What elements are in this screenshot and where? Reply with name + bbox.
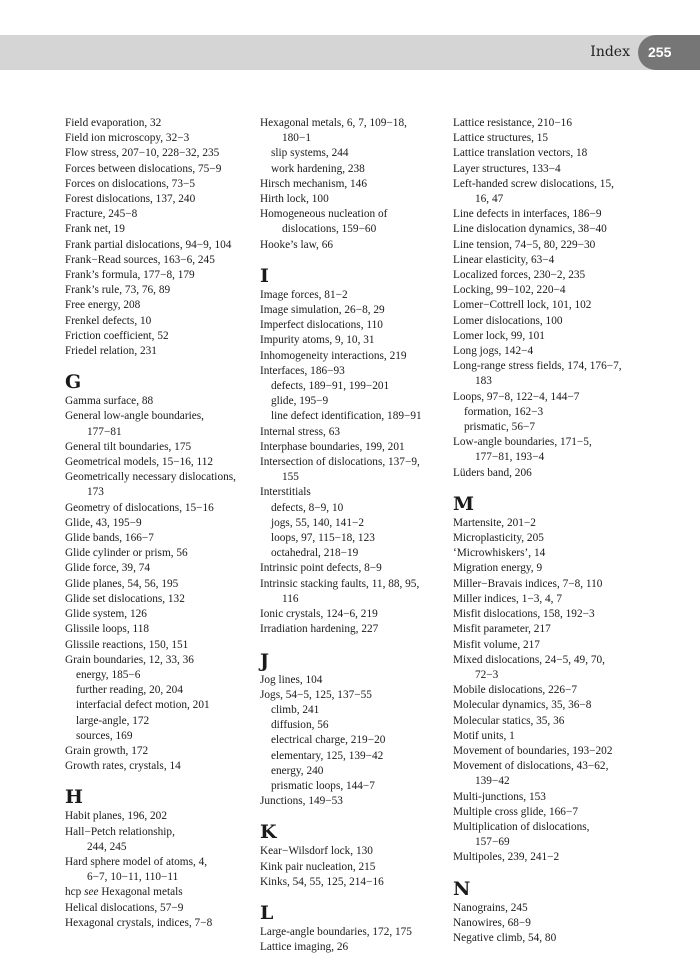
- entry-text: Glide system, 126: [65, 608, 147, 621]
- entry-text: jogs, 55, 140, 141−2: [271, 516, 364, 529]
- index-entry: [65, 744, 255, 759]
- index-entry: [453, 546, 653, 561]
- cross-reference-see: see: [84, 886, 99, 899]
- index-subentry: [453, 420, 653, 435]
- index-entry: [453, 253, 653, 268]
- entry-text: Intrinsic point defects, 8−9: [260, 562, 382, 575]
- index-entry: [453, 359, 653, 389]
- index-entry: [65, 470, 255, 500]
- entry-text: Glide bands, 166−7: [65, 532, 154, 545]
- entry-text: Kinks, 54, 55, 125, 214−16: [260, 875, 384, 888]
- index-subentry: [260, 501, 450, 516]
- index-entry: [260, 333, 450, 348]
- letter-heading: J: [260, 649, 269, 672]
- entry-text: Geometrically necessary dislocations,: [65, 471, 236, 484]
- entry-text: Lattice resistance, 210−16: [453, 117, 572, 129]
- entry-continuation: 16, 47: [475, 193, 504, 206]
- entry-text: slip systems, 244: [271, 147, 349, 160]
- entry-text: Glide cylinder or prism, 56: [65, 547, 188, 560]
- entry-continuation: 177−81, 193−4: [475, 451, 545, 464]
- entry-text: Imperfect dislocations, 110: [260, 319, 383, 332]
- index-entry: [453, 577, 653, 592]
- entry-text: Homogeneous nucleation of: [260, 208, 388, 221]
- entry-text: Irradiation hardening, 227: [260, 623, 379, 636]
- entry-text: Internal stress, 63: [260, 425, 340, 438]
- entry-text: Helical dislocations, 57−9: [65, 901, 184, 914]
- index-entry: [453, 916, 653, 931]
- entry-text: Free energy, 208: [65, 299, 141, 312]
- section-title: Index: [590, 44, 630, 60]
- entry-text: Line defects in interfaces, 186−9: [453, 208, 602, 221]
- entry-text: Glide force, 39, 74: [65, 562, 151, 575]
- index-entry: [453, 790, 653, 805]
- entry-text: Growth rates, crystals, 14: [65, 760, 181, 773]
- entry-text: energy, 185−6: [76, 668, 141, 681]
- index-subentry: [260, 531, 450, 546]
- index-entry: [260, 455, 450, 485]
- index-entry: [453, 131, 653, 146]
- index-entry: [453, 146, 653, 161]
- entry-text: Lattice imaging, 26: [260, 941, 349, 954]
- entry-text: Migration energy, 9: [453, 562, 543, 575]
- entry-text: Hooke’s law, 66: [260, 238, 333, 251]
- entry-text: Frank−Read sources, 163−6, 245: [65, 253, 215, 266]
- index-entry: [453, 531, 653, 546]
- index-entry: [453, 729, 653, 744]
- index-entry: [260, 318, 450, 333]
- letter-heading: K: [260, 821, 277, 844]
- index-entry: [65, 268, 255, 283]
- entry-text: Jog lines, 104: [260, 673, 323, 686]
- index-entry: [65, 759, 255, 774]
- index-entry: [65, 192, 255, 207]
- index-entry: [65, 409, 255, 439]
- entry-text: sources, 169: [76, 729, 133, 742]
- letter-heading: N: [453, 877, 471, 900]
- index-entry: [65, 825, 255, 855]
- entry-text: Locking, 99−102, 220−4: [453, 284, 566, 297]
- index-entry: [260, 875, 450, 890]
- entry-text: Long-range stress fields, 174, 176−7,: [453, 360, 622, 373]
- index-entry: [65, 653, 255, 668]
- index-entry: [65, 901, 255, 916]
- entry-text: Miller−Bravais indices, 7−8, 110: [453, 577, 603, 590]
- entry-text: Negative climb, 54, 80: [453, 931, 557, 944]
- index-entry: [65, 344, 255, 359]
- entry-text: Misfit parameter, 217: [453, 623, 551, 636]
- index-entry: [453, 622, 653, 637]
- entry-text: Field ion microscopy, 32−3: [65, 132, 190, 145]
- entry-text: Motif units, 1: [453, 729, 515, 742]
- entry-text: Kink pair nucleation, 215: [260, 860, 376, 873]
- entry-text: Inhomogeneity interactions, 219: [260, 349, 407, 362]
- entry-text: line defect identification, 189−91: [271, 410, 422, 423]
- entry-continuation: 6−7, 10−11, 110−11: [87, 871, 179, 884]
- entry-text: Large-angle boundaries, 172, 175: [260, 925, 412, 938]
- entry-text: hcp see Hexagonal metals: [65, 886, 183, 899]
- index-entry: [260, 349, 450, 364]
- index-subentry: [65, 714, 255, 729]
- entry-text: Misfit volume, 217: [453, 638, 540, 651]
- index-entry: [453, 390, 653, 405]
- entry-text: Junctions, 149−53: [260, 795, 343, 808]
- page-number-tab: [638, 35, 700, 70]
- index-entry: [65, 314, 255, 329]
- index-entry: [453, 901, 653, 916]
- index-subentry: [260, 146, 450, 161]
- index-entry: [260, 192, 450, 207]
- index-subentry: [260, 718, 450, 733]
- index-subentry: [260, 779, 450, 794]
- index-entry: [260, 288, 450, 303]
- entry-text: Geometrical models, 15−16, 112: [65, 456, 214, 469]
- entry-text: Impurity atoms, 9, 10, 31: [260, 334, 375, 347]
- entry-text: Geometry of dislocations, 15−16: [65, 501, 214, 514]
- index-subentry: [260, 703, 450, 718]
- index-entry: [260, 925, 450, 940]
- entry-text: Movement of dislocations, 43−62,: [453, 760, 609, 773]
- entry-text: Forces between dislocations, 75−9: [65, 162, 222, 175]
- index-subentry: [65, 683, 255, 698]
- entry-text: Hall−Petch relationship,: [65, 825, 175, 838]
- index-entry: [260, 844, 450, 859]
- index-subentry: [260, 516, 450, 531]
- index-entry: [65, 531, 255, 546]
- index-subentry: [260, 394, 450, 409]
- entry-text: Image simulation, 26−8, 29: [260, 304, 385, 317]
- entry-text: Molecular dynamics, 35, 36−8: [453, 699, 592, 712]
- entry-continuation: 155: [282, 471, 299, 484]
- index-entry: [65, 516, 255, 531]
- entry-text: Linear elasticity, 63−4: [453, 253, 555, 266]
- index-entry: [260, 860, 450, 875]
- index-entry: [453, 850, 653, 865]
- entry-text: Glide planes, 54, 56, 195: [65, 577, 179, 590]
- index-entry: [65, 501, 255, 516]
- index-entry: [453, 466, 653, 481]
- index-entry: [260, 673, 450, 688]
- entry-text: Frank’s formula, 177−8, 179: [65, 269, 195, 282]
- entry-text: Habit planes, 196, 202: [65, 810, 167, 823]
- entry-text: Glissile loops, 118: [65, 623, 149, 636]
- entry-continuation: 177−81: [87, 425, 122, 438]
- index-entry: [453, 683, 653, 698]
- index-entry: [65, 455, 255, 470]
- index-entry: [65, 177, 255, 192]
- entry-text: Image forces, 81−2: [260, 288, 348, 301]
- entry-text: Grain growth, 172: [65, 744, 149, 757]
- index-entry: [453, 268, 653, 283]
- entry-text: Flow stress, 207−10, 228−32, 235: [65, 147, 220, 160]
- index-entry: [453, 698, 653, 713]
- index-entry: [65, 638, 255, 653]
- index-entry: [65, 222, 255, 237]
- index-entry: [260, 238, 450, 253]
- entry-text: Frank’s rule, 73, 76, 89: [65, 284, 171, 297]
- entry-text: Misfit dislocations, 158, 192−3: [453, 608, 595, 621]
- entry-text: Hard sphere model of atoms, 4,: [65, 855, 208, 868]
- index-entry: [453, 638, 653, 653]
- index-entry: [65, 238, 255, 253]
- index-entry: [65, 592, 255, 607]
- index-entry: [260, 364, 450, 379]
- entry-text: Left-handed screw dislocations, 15,: [453, 177, 614, 190]
- entry-text: General tilt boundaries, 175: [65, 440, 192, 453]
- entry-continuation: 139−42: [475, 775, 510, 788]
- index-entry: [453, 222, 653, 237]
- index-entry: [260, 177, 450, 192]
- index-entry: [65, 885, 255, 900]
- entry-text: Hexagonal crystals, indices, 7−8: [65, 916, 213, 929]
- index-subentry: [260, 409, 450, 424]
- entry-text: Intrinsic stacking faults, 11, 88, 95,: [260, 577, 420, 590]
- index-entry: [260, 425, 450, 440]
- entry-text: defects, 189−91, 199−201: [271, 380, 390, 393]
- entry-text: loops, 97, 115−18, 123: [271, 532, 375, 545]
- index-entry: [453, 805, 653, 820]
- letter-heading: M: [453, 492, 475, 515]
- entry-text: glide, 195−9: [271, 395, 329, 408]
- index-column-2: [260, 116, 450, 955]
- index-entry: [453, 561, 653, 576]
- index-entry: [453, 329, 653, 344]
- entry-text: Friedel relation, 231: [65, 345, 157, 358]
- entry-text: Multipoles, 239, 241−2: [453, 851, 560, 864]
- entry-text: Forest dislocations, 137, 240: [65, 193, 196, 206]
- index-entry: [65, 162, 255, 177]
- index-subentry: [260, 764, 450, 779]
- entry-text: General low-angle boundaries,: [65, 410, 204, 423]
- index-entry: [65, 253, 255, 268]
- entry-continuation: 157−69: [475, 836, 510, 849]
- entry-text: defects, 8−9, 10: [271, 501, 344, 514]
- index-entry: [453, 759, 653, 789]
- entry-text: diffusion, 56: [271, 719, 329, 732]
- index-entry: [453, 162, 653, 177]
- entry-text: Friction coefficient, 52: [65, 329, 169, 342]
- index-subentry: [260, 379, 450, 394]
- index-subentry: [260, 162, 450, 177]
- index-entry: [453, 744, 653, 759]
- index-subentry: [65, 698, 255, 713]
- index-entry: [65, 855, 255, 885]
- entry-text: Intersection of dislocations, 137−9,: [260, 456, 420, 469]
- entry-text: Hirsch mechanism, 146: [260, 177, 367, 190]
- entry-text: Line tension, 74−5, 80, 229−30: [453, 238, 596, 251]
- entry-text: Lomer dislocations, 100: [453, 314, 563, 327]
- entry-text: energy, 240: [271, 764, 324, 777]
- entry-text: Nanograins, 245: [453, 901, 528, 914]
- index-entry: [65, 146, 255, 161]
- entry-text: Lüders band, 206: [453, 466, 532, 479]
- index-entry: [260, 561, 450, 576]
- entry-continuation: 244, 245: [87, 840, 127, 853]
- index-entry: [65, 546, 255, 561]
- entry-text: Hexagonal metals, 6, 7, 109−18,: [260, 117, 407, 129]
- index-entry: [65, 809, 255, 824]
- entry-text: ‘Microwhiskers’, 14: [453, 547, 546, 560]
- index-entry: [65, 116, 255, 131]
- index-subentry: [260, 733, 450, 748]
- index-entry: [65, 607, 255, 622]
- index-entry: [453, 931, 653, 946]
- index-entry: [260, 688, 450, 703]
- entry-text: Interfaces, 186−93: [260, 364, 345, 377]
- index-column-3: [453, 116, 653, 946]
- index-entry: [453, 314, 653, 329]
- entry-text: Loops, 97−8, 122−4, 144−7: [453, 390, 580, 403]
- index-entry: [260, 303, 450, 318]
- entry-text: Kear−Wilsdorf lock, 130: [260, 845, 373, 858]
- index-entry: [453, 435, 653, 465]
- index-entry: [453, 820, 653, 850]
- index-entry: [260, 485, 450, 500]
- index-entry: [65, 577, 255, 592]
- index-entry: [65, 440, 255, 455]
- index-subentry: [65, 729, 255, 744]
- entry-text: Long jogs, 142−4: [453, 345, 534, 358]
- entry-text: Lomer lock, 99, 101: [453, 329, 545, 342]
- entry-text: Lattice structures, 15: [453, 132, 549, 145]
- entry-continuation: 180−1: [282, 132, 311, 145]
- entry-text: Nanowires, 68−9: [453, 916, 531, 929]
- entry-text: Frenkel defects, 10: [65, 314, 152, 327]
- index-entry: [453, 177, 653, 207]
- index-entry: [260, 207, 450, 237]
- entry-text: Molecular statics, 35, 36: [453, 714, 565, 727]
- entry-text: Jogs, 54−5, 125, 137−55: [260, 688, 372, 701]
- index-entry: [453, 207, 653, 222]
- index-entry: [65, 283, 255, 298]
- index-entry: [260, 794, 450, 809]
- entry-text: Lomer−Cottrell lock, 101, 102: [453, 299, 592, 312]
- entry-text: prismatic loops, 144−7: [271, 779, 375, 792]
- entry-text: Miller indices, 1−3, 4, 7: [453, 592, 562, 605]
- index-entry: [453, 283, 653, 298]
- entry-text: prismatic, 56−7: [464, 421, 536, 434]
- index-entry: [453, 116, 653, 131]
- entry-text: Fracture, 245−8: [65, 208, 138, 221]
- entry-text: Field evaporation, 32: [65, 117, 162, 129]
- index-entry: [260, 116, 450, 146]
- letter-heading: I: [260, 264, 269, 287]
- entry-continuation: 173: [87, 486, 104, 499]
- index-entry: [453, 714, 653, 729]
- index-entry: [453, 238, 653, 253]
- index-entry: [260, 940, 450, 955]
- entry-text: formation, 162−3: [464, 405, 544, 418]
- letter-heading: L: [260, 901, 274, 924]
- entry-text: Interstitials: [260, 486, 311, 499]
- entry-text: Line dislocation dynamics, 38−40: [453, 223, 607, 236]
- index-subentry: [453, 405, 653, 420]
- letter-heading: G: [65, 371, 82, 394]
- running-header: [0, 35, 700, 70]
- entry-continuation: dislocations, 159−60: [282, 223, 377, 236]
- index-subentry: [260, 749, 450, 764]
- entry-text: work hardening, 238: [271, 162, 365, 175]
- entry-text: Ionic crystals, 124−6, 219: [260, 608, 378, 621]
- entry-text: electrical charge, 219−20: [271, 734, 386, 747]
- entry-text: Mobile dislocations, 226−7: [453, 684, 578, 697]
- index-entry: [453, 653, 653, 683]
- entry-text: large-angle, 172: [76, 714, 150, 727]
- index-entry: [260, 440, 450, 455]
- entry-text: Layer structures, 133−4: [453, 162, 561, 175]
- page-number: 255: [648, 44, 672, 60]
- entry-continuation: 183: [475, 375, 492, 388]
- entry-text: octahedral, 218−19: [271, 547, 359, 560]
- index-entry: [65, 916, 255, 931]
- entry-text: Localized forces, 230−2, 235: [453, 269, 586, 282]
- entry-text: Forces on dislocations, 73−5: [65, 177, 195, 190]
- entry-text: interfacial defect motion, 201: [76, 699, 210, 712]
- index-entry: [65, 329, 255, 344]
- entry-text: Hirth lock, 100: [260, 193, 329, 206]
- index-subentry: [65, 668, 255, 683]
- index-entry: [453, 592, 653, 607]
- index-entry: [65, 131, 255, 146]
- index-entry: [260, 622, 450, 637]
- index-entry: [65, 298, 255, 313]
- entry-text: Frank partial dislocations, 94−9, 104: [65, 238, 232, 251]
- entry-text: Microplasticity, 205: [453, 532, 544, 545]
- index-entry: [453, 607, 653, 622]
- index-entry: [260, 607, 450, 622]
- entry-text: Interphase boundaries, 199, 201: [260, 440, 405, 453]
- index-entry: [453, 344, 653, 359]
- entry-text: Glide, 43, 195−9: [65, 516, 142, 529]
- entry-text: further reading, 20, 204: [76, 684, 183, 697]
- entry-text: Grain boundaries, 12, 33, 36: [65, 653, 194, 666]
- entry-text: Glissile reactions, 150, 151: [65, 638, 189, 651]
- entry-text: Multiplication of dislocations,: [453, 820, 590, 833]
- index-entry: [453, 298, 653, 313]
- entry-text: climb, 241: [271, 703, 320, 716]
- entry-text: Martensite, 201−2: [453, 516, 536, 529]
- index-entry: [65, 622, 255, 637]
- index-entry: [260, 577, 450, 607]
- index-entry: [453, 516, 653, 531]
- entry-text: Low-angle boundaries, 171−5,: [453, 436, 592, 449]
- entry-text: Lattice translation vectors, 18: [453, 147, 588, 160]
- entry-text: Multi-junctions, 153: [453, 790, 546, 803]
- entry-text: Gamma surface, 88: [65, 395, 154, 408]
- index-column-1: [65, 116, 255, 931]
- entry-text: Frank net, 19: [65, 223, 125, 236]
- index-entry: [65, 207, 255, 222]
- index-entry: [65, 394, 255, 409]
- index-entry: [65, 561, 255, 576]
- entry-continuation: 72−3: [475, 668, 499, 681]
- letter-heading: H: [65, 786, 83, 809]
- entry-text: Movement of boundaries, 193−202: [453, 744, 613, 757]
- index-subentry: [260, 546, 450, 561]
- entry-text: Glide set dislocations, 132: [65, 592, 185, 605]
- entry-text: elementary, 125, 139−42: [271, 749, 384, 762]
- entry-text: Multiple cross glide, 166−7: [453, 805, 578, 818]
- entry-text: Mixed dislocations, 24−5, 49, 70,: [453, 653, 605, 666]
- entry-continuation: 116: [282, 592, 299, 605]
